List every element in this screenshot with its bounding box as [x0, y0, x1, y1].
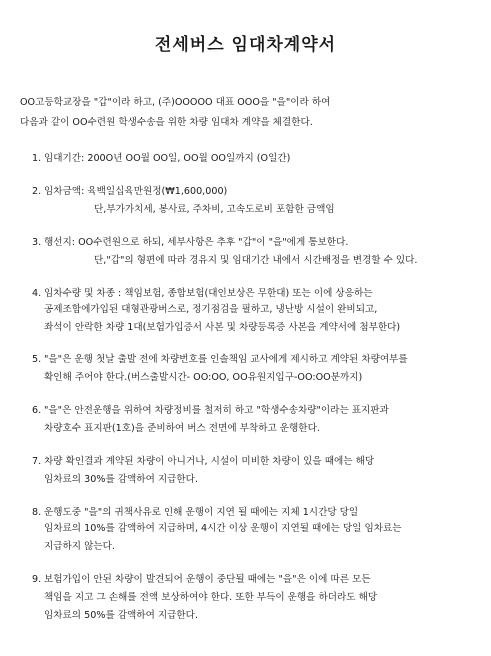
clause-8-line-1: 운행도중 "을"의 귀책사유로 인해 운행이 지연 될 때에는 지체 1시간당 당일	[44, 507, 359, 518]
clause-9-line-3: 임차료의 50%를 감액하여 지급한다.	[44, 610, 198, 621]
clause-3-line-1: 행선지: OO수련원으로 하되, 세부사항은 추후 "갑"이 "을"에게 통보한다.	[44, 237, 349, 248]
clause-9-number: 9.	[32, 574, 42, 585]
clause-8-number: 8.	[32, 507, 42, 518]
intro-line-2: 다음과 같이 OO수련원 학생수송을 위한 차량 임대차 계약을 체결한다.	[20, 117, 313, 128]
clause-7-line-2: 임차료의 30%를 감액하여 지급한다.	[44, 474, 198, 485]
clause-8-line-3: 지급하지 않는다.	[44, 541, 115, 552]
clause-6-line-1: "을"은 안전운행을 위하여 차량정비를 철저히 하고 "학생수송차량"이라는 표지판과	[44, 405, 389, 416]
clause-5-line-1: "을"은 운행 첫날 출발 전에 차량번호를 인솔책임 교사에게 제시하고 계약된 차량여부를	[44, 354, 408, 365]
clause-7-line-1: 차량 확인결과 계약된 차량이 아니거나, 시설이 미비한 차량이 있을 때에는 해당	[44, 456, 375, 467]
clause-3-line-2: 단,"갑"의 형편에 따라 경유지 및 임대기간 내에서 시간배정을 변경할 수 있다.	[94, 255, 418, 266]
clause-2-line-2: 단,부가가치세, 봉사료, 주차비, 고속도로비 포함한 금액임	[94, 204, 335, 215]
intro-line-1: OO고등학교장을 "갑"이라 하고, (주)OOOOO 대표 OOO을 "을"이라 하여	[20, 97, 331, 108]
clause-4-line-1: 임차수량 및 차종 : 책임보험, 종합보험(대인보상은 무한대) 또는 이에 상응하는	[44, 288, 373, 299]
clause-2-line-1: 임차금액: 육백일십육만원정(₩1,600,000)	[44, 186, 228, 197]
document-title: 전세버스 임대차계약서	[154, 35, 337, 55]
clause-4-number: 4.	[32, 288, 42, 299]
clause-9-line-1: 보험가입이 안된 차량이 발견되어 운행이 중단될 때에는 "을"은 이에 따른 모든	[44, 574, 371, 585]
clause-1-line-1: 임대기간: 200O년 OO월 OO일, OO월 OO일까지 (O일간)	[44, 153, 291, 164]
clause-5-number: 5.	[32, 354, 42, 365]
clause-8-line-2: 임차료의 10%를 감액하여 지급하며, 4시간 이상 운행이 지연될 때에는 당일 임차료는	[44, 523, 402, 534]
clause-3-number: 3.	[32, 237, 42, 248]
clause-9-line-2: 책임을 지고 그 손해를 전액 보상하여야 한다. 또한 부득이 운행을 하더라도 해당	[44, 592, 378, 603]
clause-6-number: 6.	[32, 405, 42, 416]
clause-7-number: 7.	[32, 456, 42, 467]
clause-2-number: 2.	[32, 186, 42, 197]
clause-5-line-2: 확인해 주어야 한다.(버스출발시간- OO:OO, OO유원지입구-OO:OO분까지)	[44, 372, 363, 383]
clause-4-line-2: 공제조합에가입된 대형관광버스로, 정기점검을 필하고, 냉난방 시설이 완비되고,	[44, 304, 378, 315]
clause-1-number: 1.	[32, 153, 42, 164]
clause-6-line-2: 차량호수 표지판(1호)을 준비하여 버스 전면에 부착하고 운행한다.	[44, 423, 320, 434]
clause-4-line-3: 좌석이 안락한 차량 1대(보험가입증서 사본 및 차량등록증 사본을 계약서에 첨부한다)	[44, 322, 401, 333]
